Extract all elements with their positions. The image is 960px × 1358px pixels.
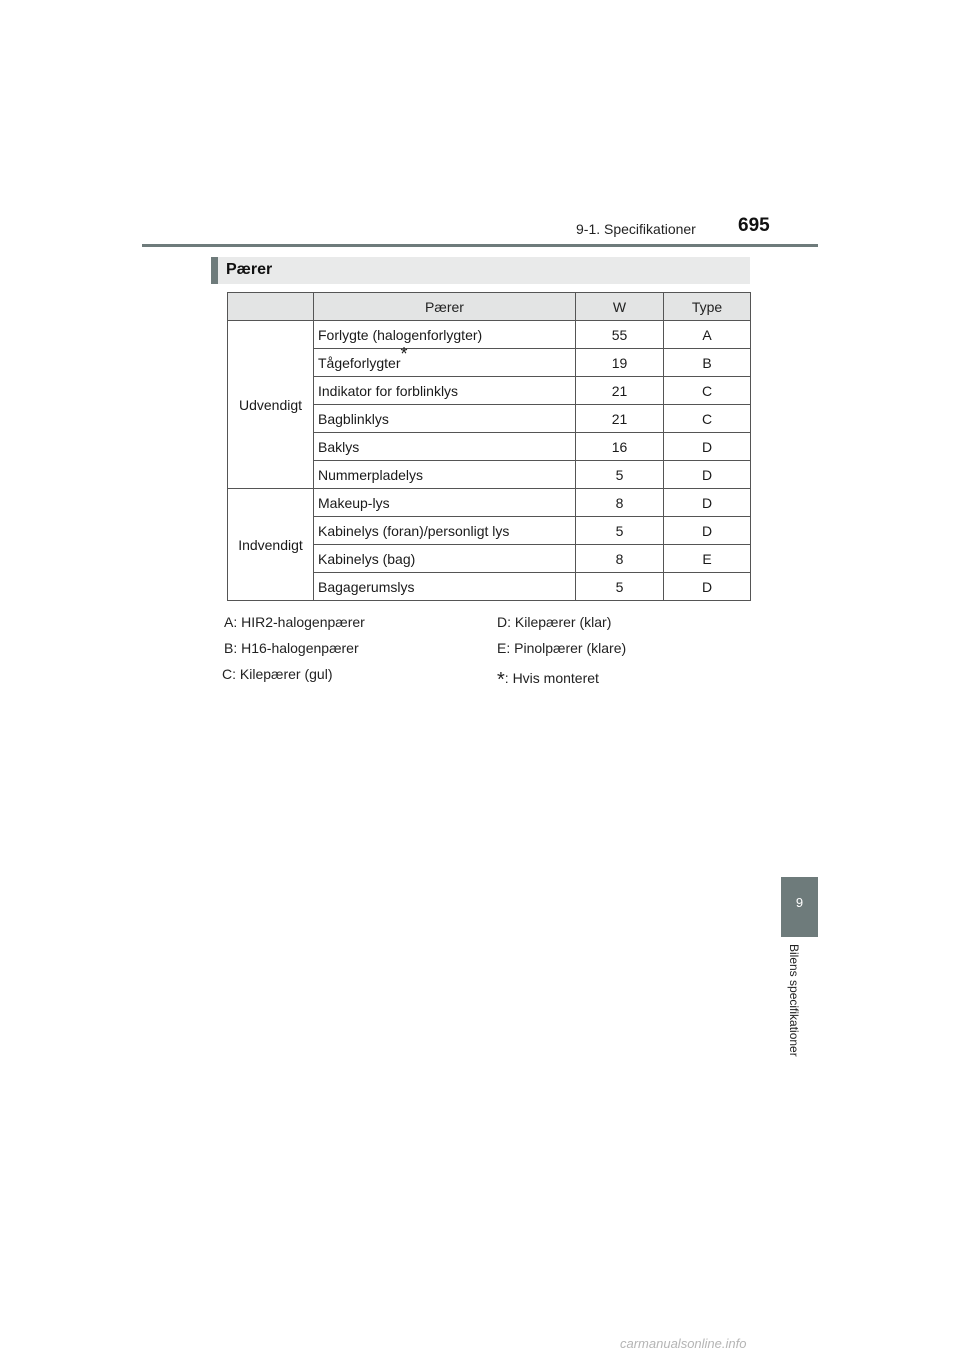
type-cell: B <box>664 349 751 377</box>
bulb-name-cell <box>314 545 576 573</box>
bulb-table <box>227 292 751 601</box>
bulb-name-cell <box>314 461 576 489</box>
bulb-name-cell <box>314 573 576 601</box>
legend-footnote <box>497 666 599 689</box>
bulb-name-cell <box>314 405 576 433</box>
category-cell: Indvendigt <box>228 489 314 601</box>
bulb-name-cell <box>314 489 576 517</box>
type-cell: C <box>664 377 751 405</box>
bulb-name-cell <box>314 321 576 349</box>
watt-cell: 5 <box>576 517 664 545</box>
bulb-name-cell <box>314 517 576 545</box>
type-cell: D <box>664 573 751 601</box>
bulb-name: Baklys <box>318 438 360 455</box>
type-cell: D <box>664 517 751 545</box>
bulb-name-cell <box>314 433 576 461</box>
column-header-type: Type <box>664 293 751 321</box>
type-cell: D <box>664 433 751 461</box>
watt-cell: 16 <box>576 433 664 461</box>
footnote-text: : Hvis monteret <box>504 670 599 686</box>
chapter-tab <box>781 877 818 937</box>
legend-a: A: HIR2-halogenpærer <box>224 614 365 630</box>
bulb-name: Nummerpladelys <box>318 466 424 483</box>
bulb-name: Kabinelys (foran)/personligt lys <box>318 522 510 539</box>
bulb-name-cell <box>314 377 576 405</box>
section-title: Pærer <box>226 261 273 278</box>
column-header-watt: W <box>576 293 664 321</box>
footnote-asterisk: * <box>497 669 505 691</box>
bulb-name: Makeup-lys <box>318 494 390 511</box>
legend-c: C: Kilepærer (gul) <box>222 666 333 682</box>
bulb-name-cell <box>314 343 576 377</box>
footnote-asterisk: * <box>400 343 408 364</box>
table-header-row <box>228 293 751 321</box>
type-cell: C <box>664 405 751 433</box>
type-cell: A <box>664 321 751 349</box>
bulb-name: Bagagerumslys <box>318 578 415 595</box>
table-row <box>228 321 751 349</box>
watt-cell: 5 <box>576 461 664 489</box>
watt-cell: 55 <box>576 321 664 349</box>
category-cell: Udvendigt <box>228 321 314 489</box>
bulb-name: Indikator for forblinklys <box>318 382 459 399</box>
bulb-name: Kabinelys (bag) <box>318 550 416 567</box>
section-accent <box>211 257 218 284</box>
type-cell: D <box>664 489 751 517</box>
watt-cell: 21 <box>576 405 664 433</box>
watt-cell: 21 <box>576 377 664 405</box>
section-title-bar <box>211 257 750 284</box>
watt-cell: 8 <box>576 489 664 517</box>
header-divider <box>142 244 818 247</box>
section-heading: 9-1. Specifikationer <box>576 221 696 237</box>
legend-e: E: Pinolpærer (klare) <box>497 640 627 656</box>
type-cell: D <box>664 461 751 489</box>
bulb-name: Forlygte (halogenforlygter) <box>318 326 483 343</box>
watt-cell: 8 <box>576 545 664 573</box>
table-row <box>228 489 751 517</box>
type-cell: E <box>664 545 751 573</box>
chapter-number: 9 <box>795 895 804 910</box>
watt-cell: 5 <box>576 573 664 601</box>
bulb-name: Tågeforlygter <box>318 354 401 371</box>
table-body <box>228 321 751 601</box>
watt-cell: 19 <box>576 349 664 377</box>
watermark: carmanualsonline.info <box>620 1336 747 1351</box>
legend-b: B: H16-halogenpærer <box>224 640 359 656</box>
column-header-category <box>228 293 314 321</box>
bulb-name: Bagblinklys <box>318 410 389 427</box>
legend-d: D: Kilepærer (klar) <box>497 614 612 630</box>
chapter-title: Bilens specifikationer <box>787 944 801 1057</box>
column-header-bulbs: Pærer <box>314 293 576 321</box>
page-number: 695 <box>738 215 770 236</box>
